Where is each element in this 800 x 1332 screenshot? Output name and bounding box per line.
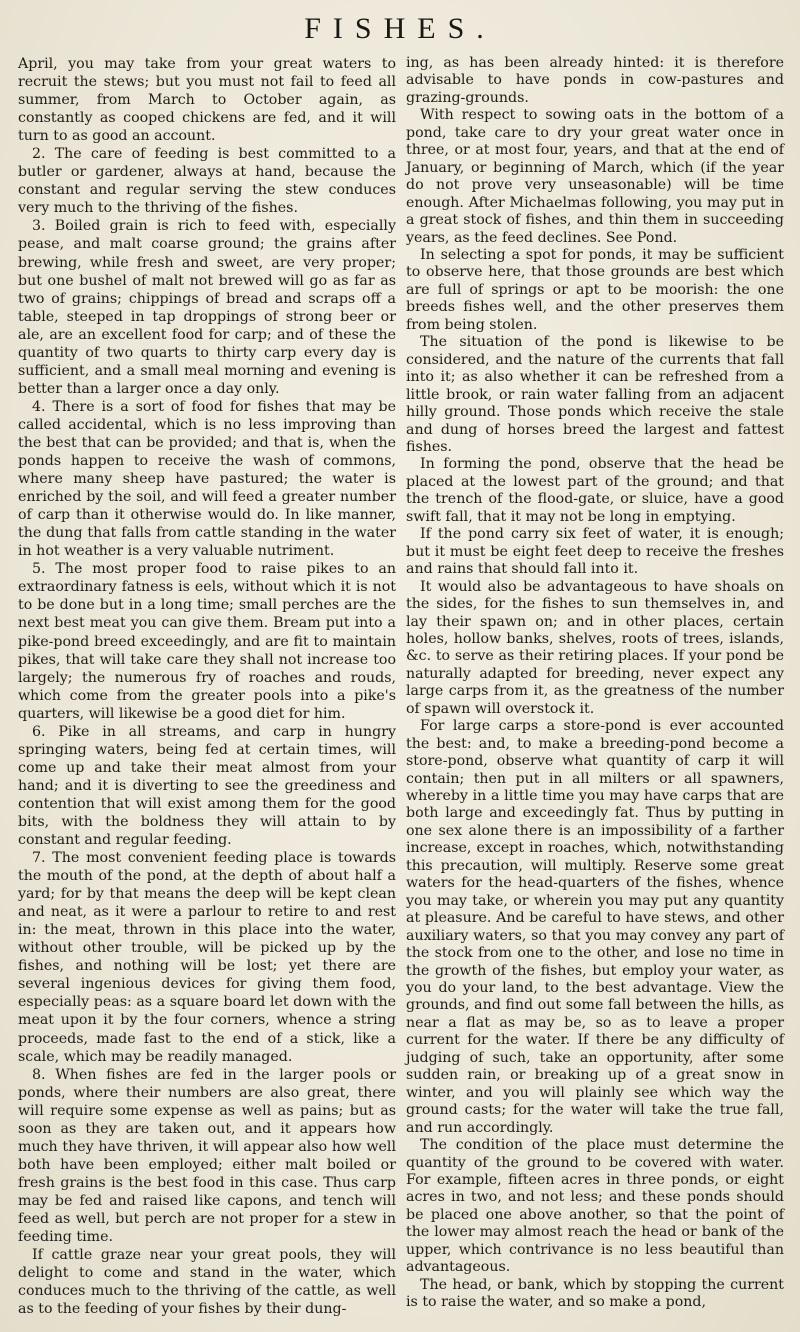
paragraph: In forming the pond, observe that the head be placed at the lowest part of the ground; and that the trench of the flood-gate, or sluice, have a good swift fall, that it may not be long in emptying. bbox=[406, 456, 784, 525]
paragraph: The head, or bank, which by stopping the current is to raise the water, and so make a pond, bbox=[406, 1276, 784, 1311]
page-header: FISHES. bbox=[304, 12, 496, 45]
paragraph: 3. Boiled grain is rich to feed with, especially pease, and malt coarse ground; the grains after brewing, while fresh and sweet, are very proper; but one bushel of malt not brewed will go as far as two of grains; chippings of bread and scraps off a table, steeped in tap droppings of strong beer or ale, are an excellent food for carp; and of these the quantity of two quarts to thirty carp every day is sufficient, and a small meal morning and evening is better than a larger once a day only. bbox=[18, 218, 396, 397]
paragraph: April, you may take from your great waters to recruit the stews; but you must not fail to feed all summer, from March to October again, as constantly as cooped chickens are fed, and it will turn to as good an account. bbox=[18, 56, 396, 145]
paragraph: The condition of the place must determine the quantity of the ground to be covered with water. For example, fifteen acres in three ponds, or eight acres in two, and not less; and these ponds should be placed one above another, so that the point of the lower may almost reach the head or bank of the upper, which contrivance is no less beautiful than advantageous. bbox=[406, 1137, 784, 1276]
paragraph: For large carps a store-pond is ever accounted the best: and, to make a breeding-pond become a store-pond, observe what quantity of carp it will contain; then put in all milters or all spawners, whereby in a little time you may have carps that are both large and exceedingly fat. Thus by putting in one sex alone there is an impossibility of a farther increase, except in roaches, which, notwithstanding this precaution, will multiply. Reserve some great waters for the head-quarters of the fishes, whence you may take, or wherein you may put any quantity at pleasure. And be careful to have stews, and other auxiliary waters, so that you may convey any part of the stock from one to the other, and lose no time in the growth of the fishes, but employ your water, as you do your land, to the best advantage. View the grounds, and find out some fall between the hills, as near a flat as may be, so as to leave a proper current for the water. If there be any difficulty of judging of such, take an opportunity, after some sudden rain, or breaking up of a great snow in winter, and you will plainly see which way the ground casts; for the water will take the true fall, and run accordingly. bbox=[406, 718, 784, 1136]
left-column bbox=[18, 55, 396, 1318]
paragraph: ing, as has been already hinted: it is therefore advisable to have ponds in cow-pastures and grazing-grounds. bbox=[406, 55, 784, 106]
paragraph: 5. The most proper food to raise pikes to an extraordinary fatness is eels, without which it is not to be done but in a long time; small perches are the next best meat you can give them. Bream put into a pike-pond breed exceedingly, and are fit to maintain pikes, that will take care they shall not increase too largely; the numerous fry of roaches and rouds, which come from the greater pools into a pike's quarters, will likewise be a good diet for him. bbox=[18, 561, 396, 722]
paragraph: If the pond carry six feet of water, it is enough; but it must be eight feet deep to receive the freshes and rains that should fall into it. bbox=[406, 526, 784, 578]
paragraph: The situation of the pond is likewise to be considered, and the nature of the currents that fall into it; as also whether it can be refreshed from a little brook, or rain water falling from an adjacent hilly ground. Those ponds which receive the stale and dung of horses breed the largest and fattest fishes. bbox=[406, 334, 784, 455]
paragraph: With respect to sowing oats in the bottom of a pond, take care to dry your great water once in three, or at most four, years, and that at the end of January, or beginning of March, which (if the year do not prove very unseasonable) will be time enough. After Michaelmas following, you may put in a great stock of fishes, and thin them in succeeding years, as the feed declines. See Pond. bbox=[406, 107, 784, 246]
paragraph: In selecting a spot for ponds, it may be sufficient to observe here, that those grounds are best which are full of springs or apt to be moorish: the one breeds fishes well, and the other preserves them from being stolen. bbox=[406, 246, 784, 333]
right-column bbox=[406, 55, 784, 1312]
paragraph: 2. The care of feeding is best committed to a butler or gardener, always at hand, because the constant and regular serving the stew conduces very much to the thriving of the fishes. bbox=[18, 146, 396, 217]
paragraph: 6. Pike in all streams, and carp in hungry springing waters, being fed at certain times, will come up and take their meat almost from your hand; and it is diverting to see the greediness and contention that will exist among them for the good bits, with the boldness they will attain to by constant and regular feeding. bbox=[18, 723, 396, 849]
paragraph: 7. The most convenient feeding place is towards the mouth of the pond, at the depth of about half a yard; for by that means the deep will be kept clean and neat, as it were a parlour to retire to and rest in: the meat, thrown in this place into the water, without other trouble, will be picked up by the fishes, and nothing will be lost; yet there are several ingenious devices for giving them food, especially peas: as a square board let down with the meat upon it by the four corners, whence a string proceeds, made fast to the end of a stick, like a scale, which may be readily managed. bbox=[18, 850, 396, 1065]
paragraph: 8. When fishes are fed in the larger pools or ponds, where their numbers are also great, there will require some expense as well as pains; but as soon as they are taken out, and it appears how much they have thriven, it will appear also how well both have been employed; either malt boiled or fresh grains is the best food in this case. Thus carp may be fed and raised like capons, and tench will feed as well, but perch are not proper for a stew in feeding time. bbox=[18, 1066, 396, 1246]
paragraph: If cattle graze near your great pools, they will delight to come and stand in the water, which conduces much to the thriving of the cattle, as well as to the feeding of your fishes by their dung- bbox=[18, 1247, 396, 1318]
paragraph: 4. There is a sort of food for fishes that may be called accidental, which is no less improving than the best that can be provided; and that is, when the ponds happen to receive the wash of commons, where many sheep have pastured; the water is enriched by the soil, and will feed a greater number of carp than it otherwise would do. In like manner, the dung that falls from cattle standing in the water in hot weather is a very valuable nutriment. bbox=[18, 398, 396, 560]
paragraph: It would also be advantageous to have shoals on the sides, for the fishes to sun themselves in, and lay their spawn on; and in other places, certain holes, hollow banks, shelves, roots of trees, islands, &c. to serve as their retiring places. If your pond be naturally adapted for breeding, never expect any large carps from it, as the greatness of the number of spawn will overstock it. bbox=[406, 578, 784, 717]
